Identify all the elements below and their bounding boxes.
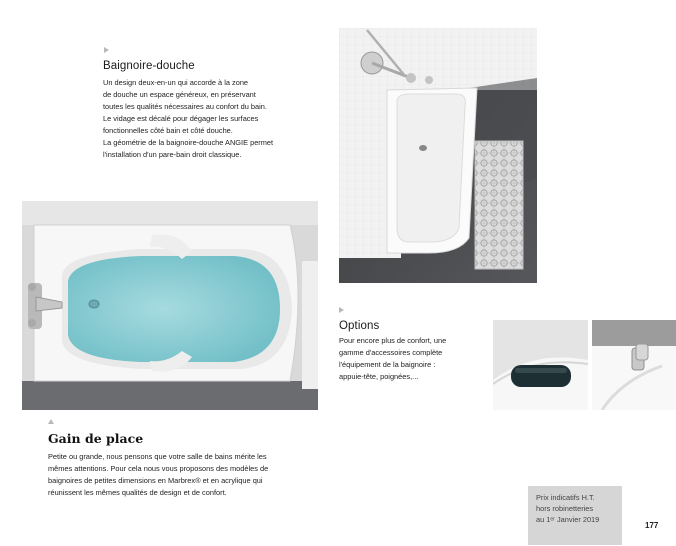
photo-gain-de-place <box>22 201 318 410</box>
photo-headrest <box>493 320 588 410</box>
bathtub-shower-photo <box>339 28 537 283</box>
section-marker-icon <box>339 307 344 313</box>
section-body-gain-de-place: Petite ou grande, nous pensons que votre salle de bains mérite les mêmes attentions. Pour cela nous vous proposons des modèles de baignoires de petites dimensions en Marbrex® et en acrylique qui réunissent les mêmes qualités de design et de confort. <box>48 452 269 497</box>
section-marker-icon <box>48 419 54 424</box>
price-note-line: au 1ᵉʳ Janvier 2019 <box>536 515 600 524</box>
section-body-options: Pour encore plus de confort, une gamme d'accessoires complète l'équipement de la baignoire : appuie-tête, poignées,... <box>339 336 447 381</box>
page-number: 177 <box>645 521 659 530</box>
handle-photo <box>592 320 676 410</box>
section-marker-icon <box>104 47 109 53</box>
price-note-line: Prix indicatifs H.T. <box>536 493 595 502</box>
headrest-photo <box>493 320 588 410</box>
section-title-baignoire-douche: Baignoire-douche <box>103 60 195 72</box>
section-body-baignoire-douche: Un design deux-en-un qui accorde à la zone de douche un espace généreux, en préservant toutes les qualités nécessaires au confort du bain. Le vidage est décalé pour dégager les surfaces fonctionnelles côté bain et côté douche. La géométrie de la baignoire-douche ANGIE permet l'installation d'un pare-bain droit classique. <box>103 78 274 159</box>
photo-handle <box>592 320 676 410</box>
photo-baignoire-douche <box>339 28 537 283</box>
price-note-line: hors robinetteries <box>536 504 594 513</box>
price-note-box <box>528 486 622 545</box>
section-title-options: Options <box>339 320 380 332</box>
section-title-gain-de-place: Gain de place <box>48 431 144 446</box>
bathtub-top-view-photo <box>22 201 318 410</box>
